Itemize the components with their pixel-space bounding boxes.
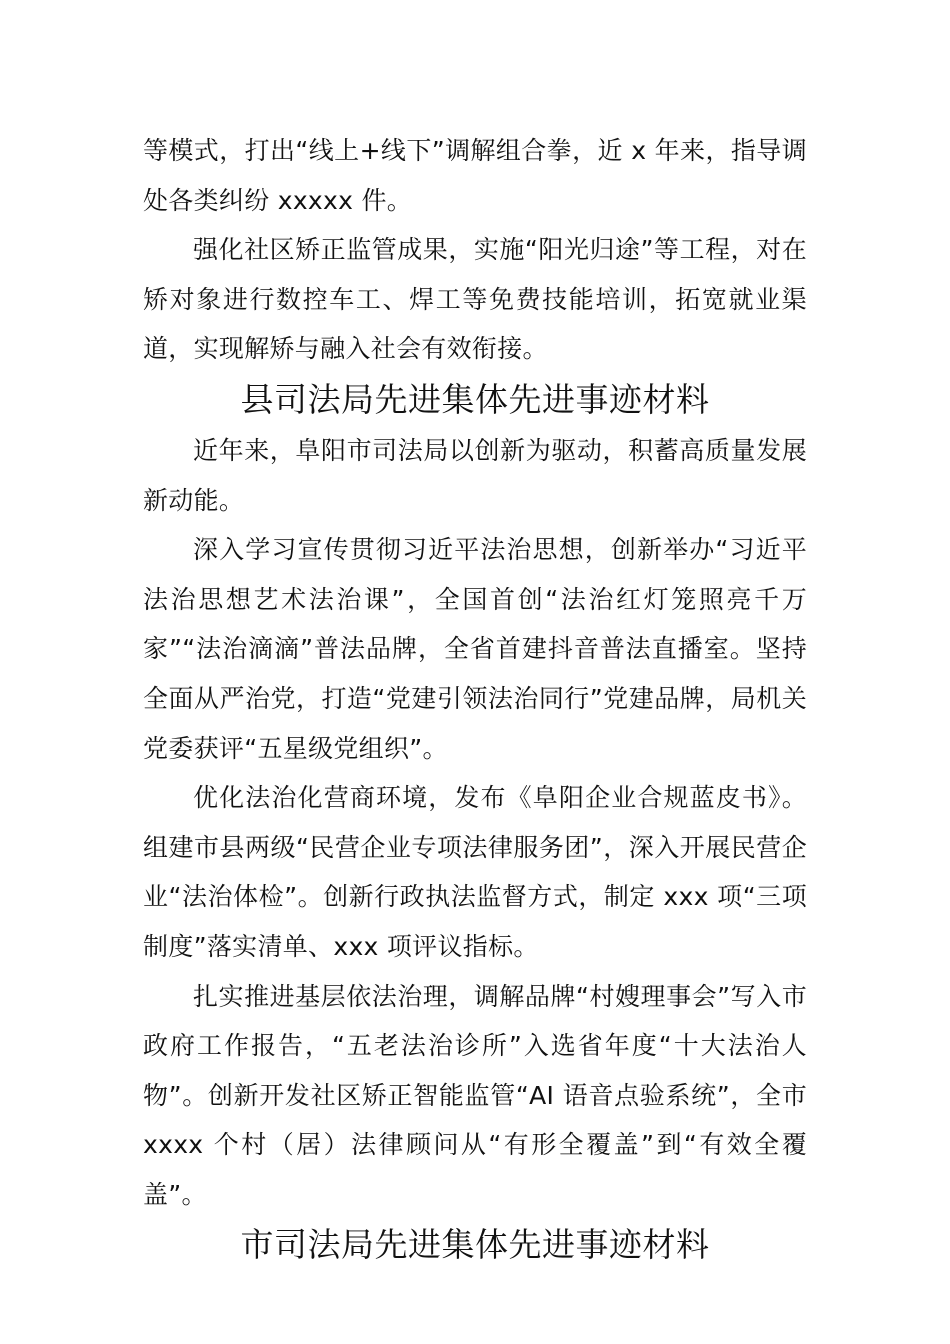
paragraph-business-environment: 优化法治化营商环境，发布《阜阳企业合规蓝皮书》。组建市县两级“民营企业专项法律服务团”，深入开展民营企业“法治体检”。创新行政执法监督方式，制定 xxx 项“三项制度”落实清单、xxx 项评议指标。: [143, 783, 807, 961]
paragraph-grassroots-governance: 扎实推进基层依法治理，调解品牌“村嫂理事会”写入市政府工作报告，“五老法治诊所”入选省年度“十大法治人物”。创新开发社区矫正智能监管“AI 语音点验系统”，全市 xxxx 个村（居）法律顾问从“有形全覆盖”到“有效全覆盖”。: [143, 981, 807, 1209]
heading-city-bureau: 市司法局先进集体先进事迹材料: [240, 1225, 710, 1265]
paragraph-mediation-continued: 等模式，打出“线上+线下”调解组合拳，近 x 年来，指导调处各类纠纷 xxxxx 件。: [143, 136, 807, 215]
paragraph-intro: 近年来，阜阳市司法局以创新为驱动，积蓄高质量发展新动能。: [143, 435, 807, 515]
paragraph-community-correction: 强化社区矫正监管成果，实施“阳光归途”等工程，对在矫对象进行数控车工、焊工等免费技能培训，拓宽就业渠道，实现解矫与融入社会有效衔接。: [143, 235, 807, 364]
heading-county-bureau: 县司法局先进集体先进事迹材料: [240, 379, 710, 419]
document-page: [143, 126, 807, 1271]
paragraph-law-education: 深入学习宣传贯彻习近平法治思想，创新举办“习近平法治思想艺术法治课”，全国首创“法治红灯笼照亮千万家”“法治滴滴”普法品牌，全省首建抖音普法直播室。坚持全面从严治党，打造“党建引领法治同行”党建品牌，局机关党委获评“五星级党组织”。: [143, 535, 807, 763]
